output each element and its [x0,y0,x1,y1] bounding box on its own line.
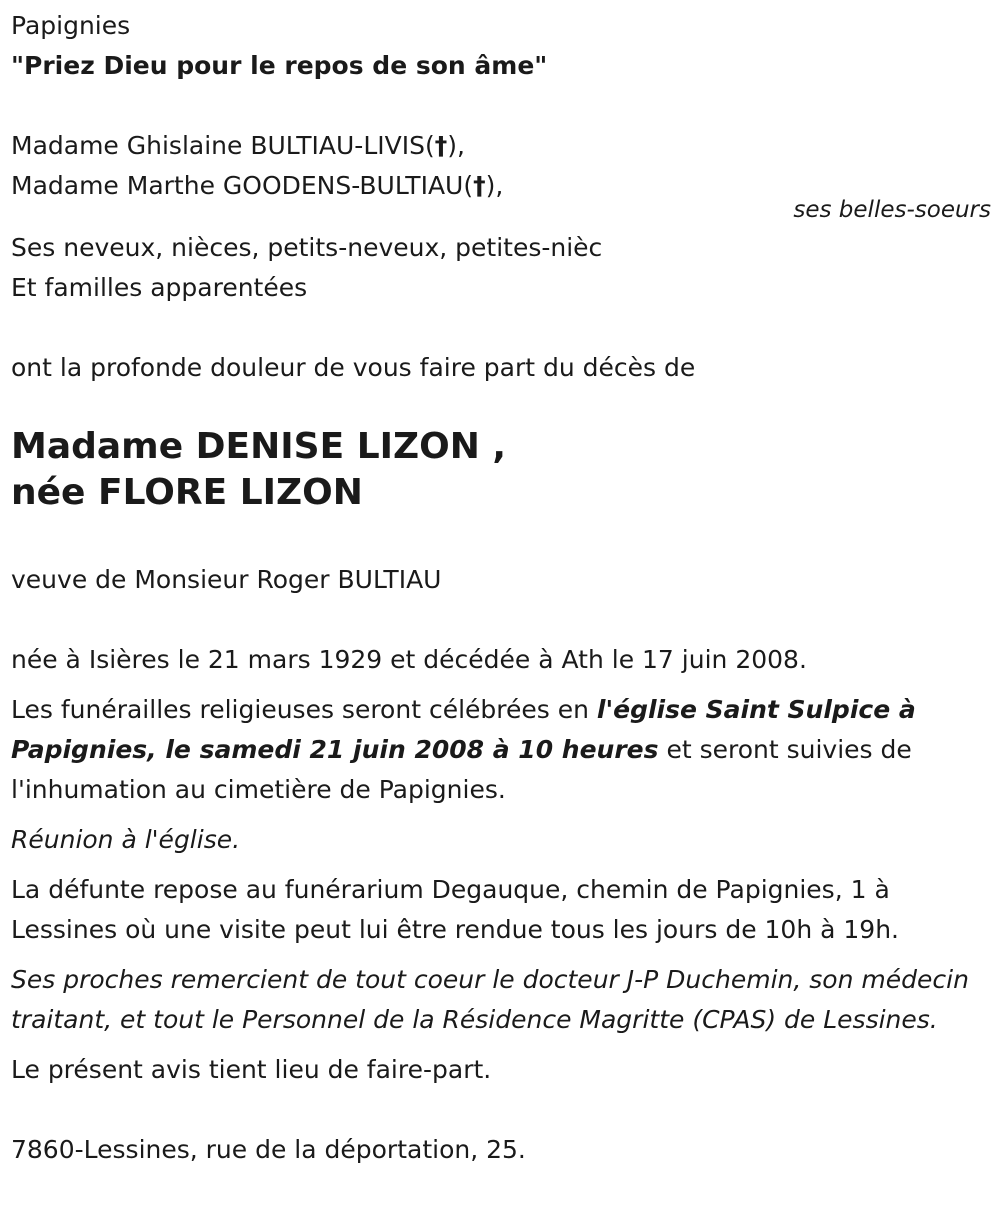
family-relatives: Ses neveux, nièces, petits-neveux, petites-nièc [11,233,603,262]
family-member-1-name: Madame Ghislaine BULTIAU-LIVIS( [11,131,435,160]
spacer [11,600,993,640]
spacer [11,308,993,348]
funeral-prefix: Les funérailles religieuses seront célébrées en [11,695,597,724]
widow-of: veuve de Monsieur Roger BULTIAU [11,565,442,594]
spacer [11,388,993,424]
relation-label: ses belles-soeurs [793,197,991,223]
family-member-2-suffix: ), [485,171,504,200]
obituary-notice [11,6,993,1170]
spacer [11,516,993,560]
thanks-note: Ses proches remercient de tout coeur le docteur J-P Duchemin, son médecin traitant, et tout le Personnel de la Résidence Magritte (CPAS) de Lessines. [11,965,969,1034]
deceased-name: Madame DENISE LIZON , [11,426,507,467]
prayer-line: "Priez Dieu pour le repos de son âme" [11,51,548,80]
spacer [11,1090,993,1130]
place-name: Papignies [11,11,131,40]
announcement-text: ont la profonde douleur de vous faire part du décès de [11,353,696,382]
funeral-home-info: La défunte repose au funérarium Degauque, chemin de Papignies, 1 à Lessines où une visite peut lui être rendue tous les jours de 10h à 19h. [11,875,899,944]
cross-icon: † [473,171,486,200]
funeral-suffix: et seront suivies de l'inhumation au cimetière de Papignies. [11,735,912,804]
family-extended: Et familles apparentées [11,273,308,302]
notice-statement: Le présent avis tient lieu de faire-part. [11,1055,492,1084]
funeral-location-time: l'église Saint Sulpice à Papignies, le samedi 21 juin 2008 à 10 heures [11,695,916,764]
family-member-1 [11,126,993,166]
family-member-1-suffix: ), [447,131,465,160]
funeral-details [11,690,993,810]
spacer [11,86,993,126]
birth-death-dates: née à Isières le 21 mars 1929 et décédée à Ath le 17 juin 2008. [11,645,807,674]
cross-icon: † [434,131,448,160]
deceased-maiden-name: née FLORE LIZON [11,472,363,513]
family-member-2-name: Madame Marthe GOODENS-BULTIAU( [11,171,474,200]
meeting-note: Réunion à l'église. [11,825,241,854]
family-address: 7860-Lessines, rue de la déportation, 25. [11,1135,526,1164]
